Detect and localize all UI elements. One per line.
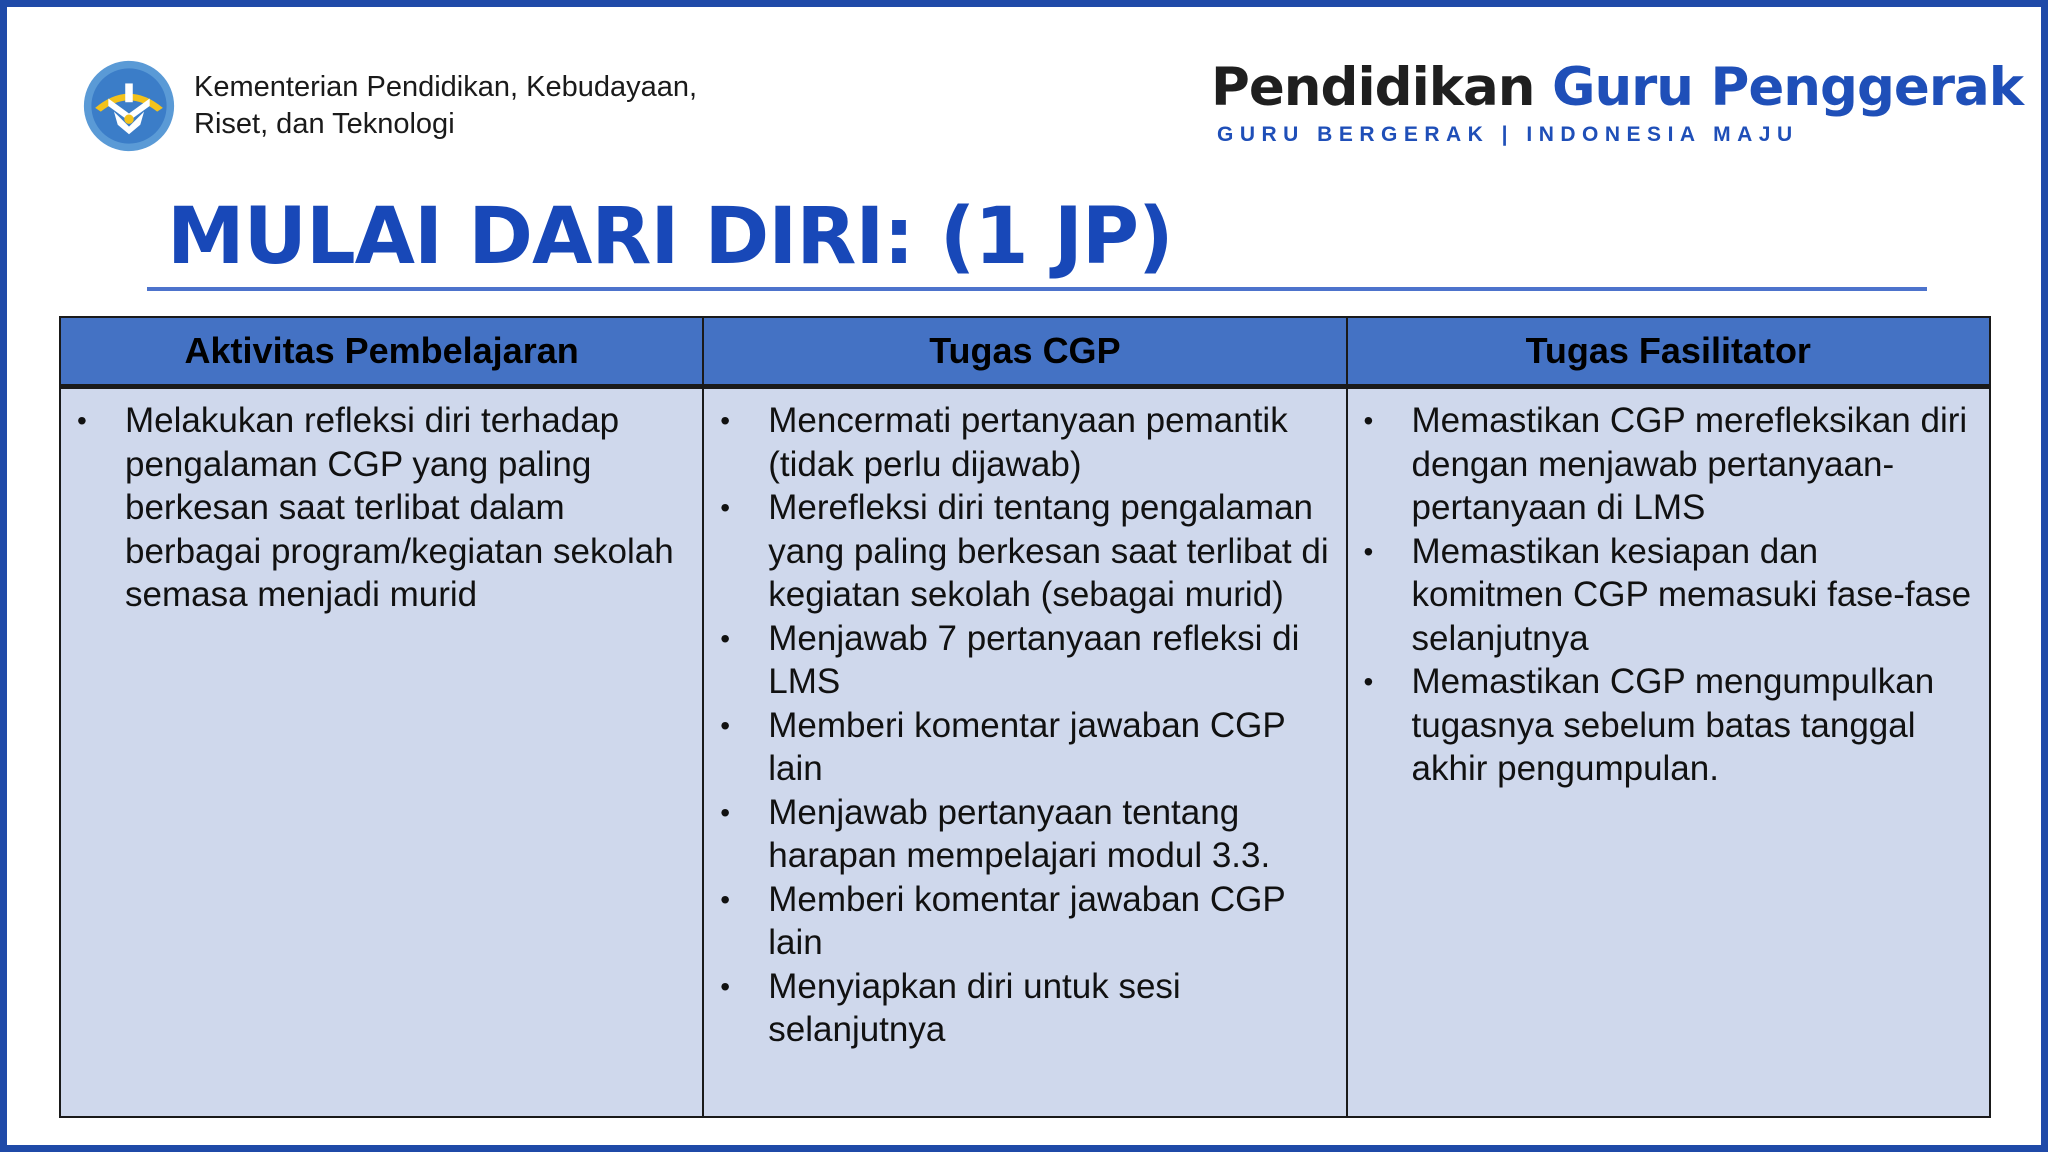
- bullet-icon: •: [720, 405, 731, 436]
- bullet-icon: •: [1363, 666, 1374, 697]
- list-item: [718, 486, 1331, 617]
- program-title-part2: Guru Penggerak: [1551, 57, 2023, 118]
- list-item-text: Memastikan CGP mengumpulkan tugasnya sebelum batas tanggal akhir pengumpulan.: [1411, 662, 1935, 788]
- list-item: [718, 878, 1331, 965]
- bullet-icon: •: [720, 970, 731, 1002]
- program-tagline: GURU BERGERAK | INDONESIA MAJU: [1217, 123, 1799, 146]
- ministry-emblem-icon: [82, 59, 176, 153]
- program-title: [1211, 55, 2023, 121]
- list-item: [718, 791, 1331, 878]
- aktivitas-list: [61, 389, 702, 617]
- activity-table: [59, 316, 1991, 1118]
- list-item-text: Mencermati pertanyaan pemantik (tidak perlu dijawab): [768, 401, 1288, 484]
- bullet-icon: •: [720, 709, 731, 741]
- list-item: [718, 399, 1331, 486]
- ministry-header: [82, 59, 697, 153]
- list-item-text: Memastikan kesiapan dan komitmen CGP memasuki fase-fase selanjutnya: [1411, 531, 1972, 658]
- bullet-icon: •: [720, 883, 731, 915]
- title-underline: [147, 287, 1927, 291]
- list-item-text: Memastikan CGP merefleksikan diri dengan menjawab pertanyaan-pertanyaan di LMS: [1411, 401, 1968, 527]
- table-header-row: [60, 317, 1990, 387]
- table-row: [60, 387, 1990, 1118]
- bullet-icon: •: [77, 405, 87, 436]
- column-header-aktivitas: Aktivitas Pembelajaran: [60, 317, 703, 387]
- ministry-name: [194, 69, 697, 143]
- list-item: [1362, 660, 1975, 791]
- bullet-icon: •: [1363, 405, 1374, 436]
- list-item-text: Memberi komentar jawaban CGP lain: [768, 879, 1286, 962]
- cell-aktivitas: [60, 387, 703, 1118]
- page-title: MULAI DARI DIRI: (1 JP): [167, 192, 1173, 282]
- list-item-text: Menjawab pertanyaan tentang harapan mempelajari modul 3.3.: [768, 792, 1271, 875]
- list-item-text: Memberi komentar jawaban CGP lain: [768, 705, 1286, 788]
- list-item-text: Merefleksi diri tentang pengalaman yang paling berkesan saat terlibat di kegiatan sekolah (sebagai murid): [768, 488, 1329, 614]
- column-header-tugas-cgp: Tugas CGP: [703, 317, 1346, 387]
- list-item: [1362, 399, 1975, 530]
- bullet-icon: •: [720, 622, 731, 654]
- tugas-fasilitator-list: [1348, 389, 1989, 791]
- column-header-tugas-fasilitator: Tugas Fasilitator: [1347, 317, 1990, 387]
- program-logo: [1211, 55, 2023, 147]
- bullet-icon: •: [720, 492, 731, 523]
- list-item-text: Menyiapkan diri untuk sesi selanjutnya: [768, 966, 1181, 1049]
- list-item: [718, 617, 1331, 704]
- bullet-icon: •: [1363, 535, 1374, 567]
- list-item-text: Melakukan refleksi diri terhadap pengalaman CGP yang paling berkesan saat terlibat dalam berbagai program/kegiatan sekolah semasa menjadi murid: [125, 401, 674, 614]
- list-item: [1362, 530, 1975, 661]
- ministry-name-line1: Kementerian Pendidikan, Kebudayaan,: [194, 71, 698, 103]
- list-item: [718, 965, 1331, 1052]
- list-item: [75, 399, 688, 617]
- tugas-cgp-list: [704, 389, 1345, 1052]
- list-item: [718, 704, 1331, 791]
- cell-tugas-cgp: [703, 387, 1346, 1118]
- ministry-name-line2: Riset, dan Teknologi: [194, 108, 455, 140]
- cell-tugas-fasilitator: [1347, 387, 1990, 1118]
- bullet-icon: •: [720, 796, 731, 828]
- program-title-part1: Pendidikan: [1211, 57, 1535, 118]
- list-item-text: Menjawab 7 pertanyaan refleksi di LMS: [768, 618, 1300, 701]
